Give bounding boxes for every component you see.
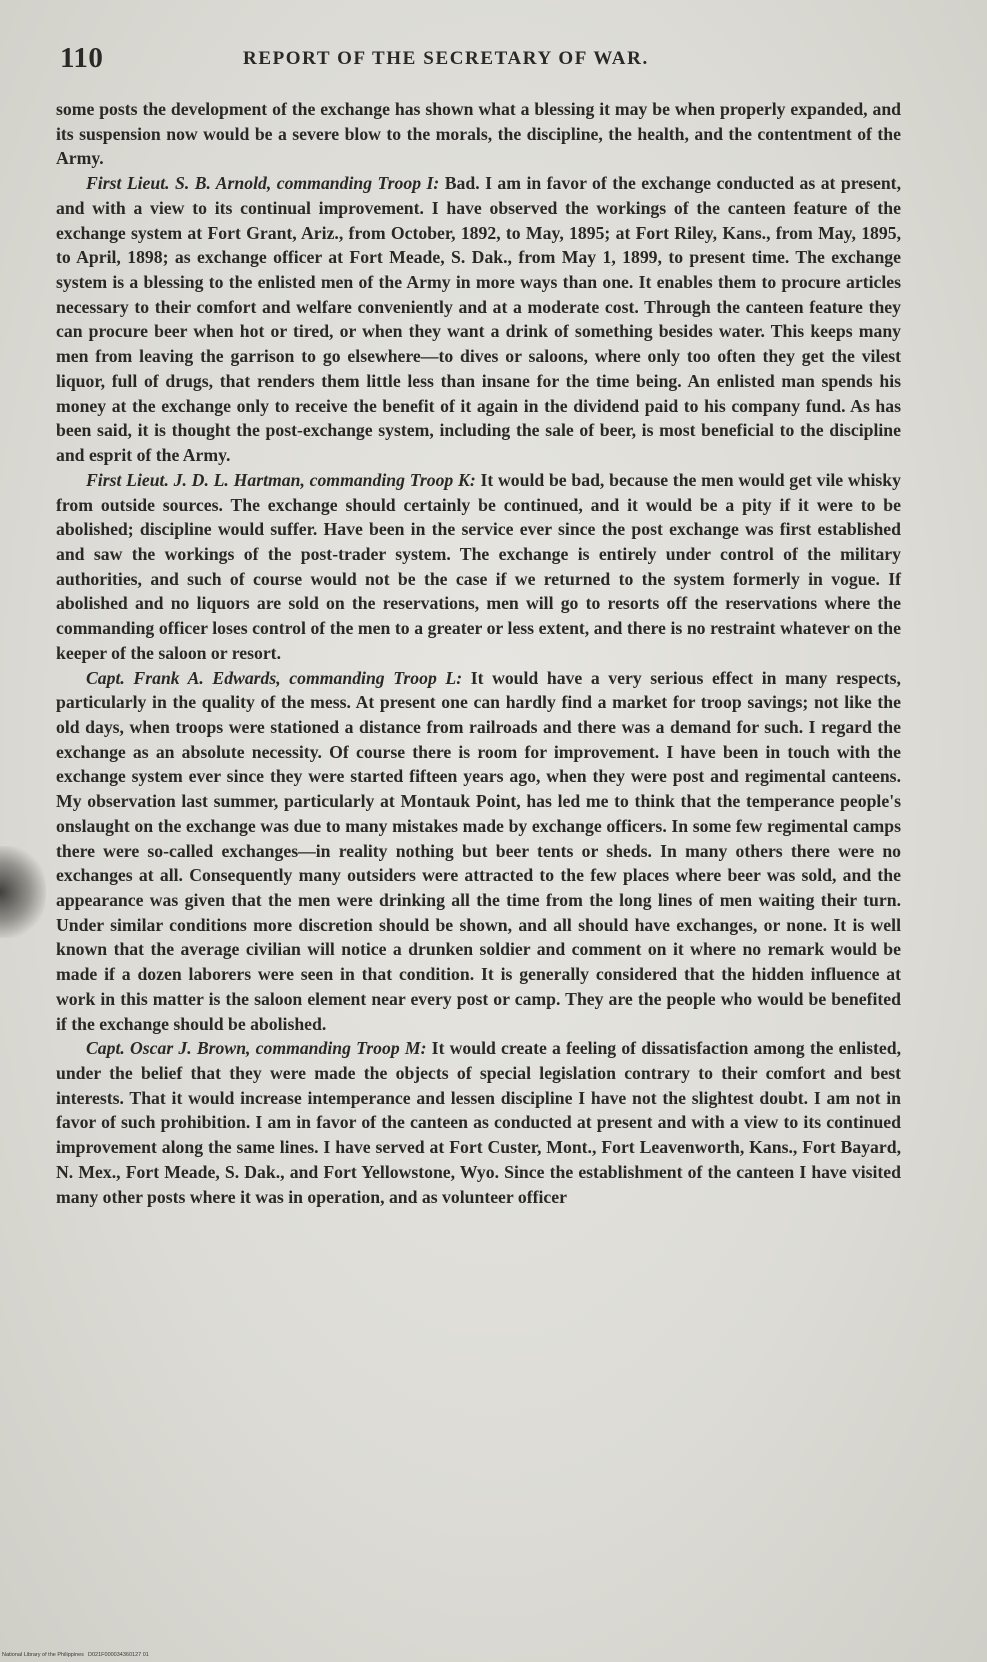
paragraph-arnold [56, 171, 901, 468]
paragraph-text: It would have a very serious effect in many respects, particularly in the quality of the mess. At present one can hardly find a market for troop savings; not like the old days, when troops were stationed a distance from railroads and there was a demand for such. I regard the exchange as an absolute necessity. Of course there is room for improvement. I have been in touch with the exchange system ever since they were started fifteen years ago, when they were post and regimental canteens. My observation last summer, particularly at Montauk Point, has led me to think that the temperance people's onslaught on the exchange was due to many mistakes made by exchange officers. In some few regimental camps there were so-called exchanges—in reality nothing but beer tents or sheds. In many others there were no exchanges at all. Consequently many outsiders were attracted to the few places where beer was sold, and the appearance was given that the men were drinking all the time from the long lines of men waiting their turn. Under similar conditions more discretion should be shown, and all should have exchanges, or none. It is well known that the average civilian will notice a drunken soldier and comment on it where no remark would be made if a dozen laborers were seen in that condition. It is generally considered that the hidden influence at work in this matter is the saloon element near every post or camp. They are the people who would be benefited if the exchange should be abolished. [56, 667, 901, 1034]
image-identifier: D021F000034360127 01 [88, 1652, 149, 1658]
running-head: REPORT OF THE SECRETARY OF WAR. [243, 48, 649, 69]
paragraph-text: Bad. I am in favor of the exchange conducted as at present, and with a view to its continual improvement. I have observed the workings of the canteen feature of the exchange system at Fort Grant, Ariz., from October, 1892, to May, 1895; at Fort Riley, Kans., from May, 1895, to April, 1898; as exchange officer at Fort Meade, S. Dak., from May 1, 1899, to present time. The exchange system is a blessing to the enlisted men of the Army in more ways than one. It enables them to procure articles necessary to their comfort and welfare conveniently and at a moderate cost. Through the canteen feature they can procure beer when hot or tired, or when they want a drink of something besides water. This keeps many men from leaving the garrison to go elsewhere—to dives or saloons, where only too often they get the vilest liquor, full of drugs, that renders them little less than insane for the time being. An enlisted man spends his money at the exchange only to receive the benefit of it again in the dividend paid to his company fund. As has been said, it is thought the post-exchange system, including the sale of beer, is most beneficial to the discipline and esprit of the Army. [56, 173, 901, 466]
paragraph-brown [56, 1036, 901, 1209]
thumb-shadow-artifact [0, 846, 46, 938]
speaker-name: Capt. Frank A. Edwards, commanding Troop L: [86, 667, 463, 688]
body-text [56, 97, 901, 1209]
page-header [60, 42, 905, 82]
paragraph-text: some posts the development of the exchange has shown what a blessing it may be when properly expanded, and its suspension now would be a severe blow to the morals, the discipline, the health, and the contentment of the Army. [56, 99, 901, 169]
paragraph-edwards [56, 666, 901, 1037]
speaker-name: First Lieut. J. D. L. Hartman, commanding Troop K: [86, 469, 476, 490]
page-number: 110 [60, 42, 104, 74]
paragraph-continued [56, 97, 901, 171]
speaker-name: Capt. Oscar J. Brown, commanding Troop M: [86, 1038, 427, 1059]
paragraph-text: It would be bad, because the men would get vile whisky from outside sources. The exchange should certainly be continued, and it would be a pity if it were to be abolished; discipline would suffer. Have been in the service ever since the post exchange was first established and saw the workings of the post-trader system. The exchange is entirely under control of the military authorities, and such of course would not be the case if we returned to the system formerly in vogue. If abolished and no liquors are sold on the reservations, men will go to resorts off the reservations where the commanding officer loses control of the men to a greater or less extent, and there is no restraint whatever on the keeper of the saloon or resort. [56, 469, 901, 663]
library-credit: National Library of the Philippines [2, 1652, 84, 1658]
scan-footer [0, 1649, 987, 1662]
speaker-name: First Lieut. S. B. Arnold, commanding Troop I: [86, 173, 440, 194]
paragraph-hartman [56, 468, 901, 666]
paragraph-text: It would create a feeling of dissatisfaction among the enlisted, under the belief that they were made the objects of special legislation contrary to their comfort and best interests. That it would increase intemperance and lessen discipline I have not the slightest doubt. I am not in favor of such prohibition. I am in favor of the canteen as conducted at present and with a view to its continued improvement along the same lines. I have served at Fort Custer, Mont., Fort Leavenworth, Kans., Fort Bayard, N. Mex., Fort Meade, S. Dak., and Fort Yellowstone, Wyo. Since the establishment of the canteen I have visited many other posts where it was in operation, and as volunteer officer [56, 1038, 901, 1207]
